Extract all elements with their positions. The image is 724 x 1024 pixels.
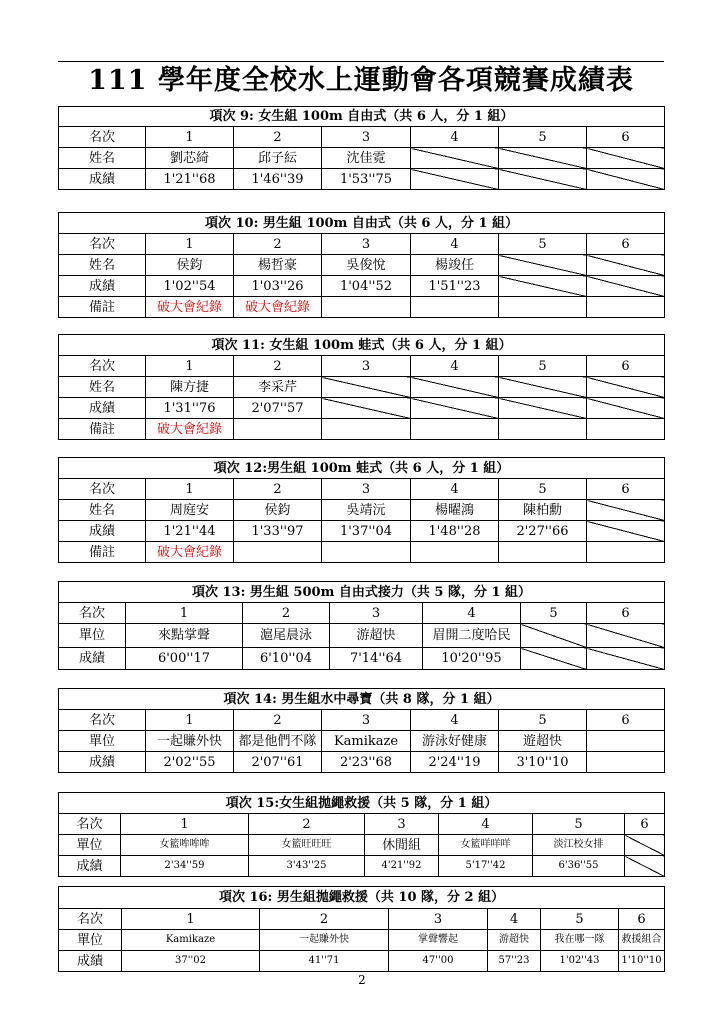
table-cell: 掌聲響起 xyxy=(389,930,488,951)
table-cell: 7'14''64 xyxy=(330,648,423,670)
table-cell: 6 xyxy=(587,234,665,255)
table-cell: 3 xyxy=(365,814,439,835)
event-header: 項次 10: 男生組 100m 自由式（共 6 人，分 1 組） xyxy=(59,213,665,234)
row-label: 成績 xyxy=(59,169,146,190)
empty-cell xyxy=(587,169,665,190)
empty-cell xyxy=(499,276,587,297)
table-cell: 2'07''61 xyxy=(234,752,322,773)
table-row xyxy=(59,148,665,169)
table-cell: 女籃哞哞哞 xyxy=(121,835,249,856)
table-row xyxy=(59,356,665,377)
row-label: 成績 xyxy=(59,276,146,297)
empty-cell xyxy=(587,648,665,670)
empty-cell xyxy=(499,169,587,190)
table-row xyxy=(59,930,665,951)
empty-cell xyxy=(587,276,665,297)
table-cell: 2 xyxy=(234,710,322,731)
table-cell: 一起賺外快 xyxy=(260,930,389,951)
table-row xyxy=(59,710,665,731)
table-cell: 1 xyxy=(121,814,249,835)
table-cell: 6 xyxy=(619,909,665,930)
table-cell: 3 xyxy=(330,603,423,624)
table-cell: 4 xyxy=(411,127,499,148)
table-cell xyxy=(322,419,411,440)
event-table-6 xyxy=(58,688,664,773)
table-cell: 1'02''43 xyxy=(541,951,619,972)
table-row xyxy=(59,752,665,773)
table-cell: 2'02''55 xyxy=(146,752,234,773)
row-label: 姓名 xyxy=(59,255,146,276)
table-row xyxy=(59,276,665,297)
table-cell: 2 xyxy=(234,479,322,500)
empty-cell xyxy=(587,148,665,169)
table-cell: 1'10''10 xyxy=(619,951,665,972)
row-label: 備註 xyxy=(59,542,146,563)
row-label: 名次 xyxy=(59,127,146,148)
results-table xyxy=(58,886,665,972)
event-table-8 xyxy=(58,886,664,972)
table-cell: 3 xyxy=(322,710,411,731)
table-cell: 破大會紀錄 xyxy=(234,297,322,318)
event-table-1 xyxy=(58,106,664,190)
empty-cell xyxy=(587,624,665,648)
table-row xyxy=(59,909,665,930)
table-cell: Kamikaze xyxy=(122,930,260,951)
empty-cell xyxy=(411,169,499,190)
table-cell: 1 xyxy=(122,909,260,930)
table-cell: 37''02 xyxy=(122,951,260,972)
empty-cell xyxy=(322,377,411,398)
table-cell: 淡江校女排 xyxy=(533,835,625,856)
empty-cell xyxy=(411,398,499,419)
table-cell: 4 xyxy=(439,814,533,835)
table-cell: 女籃旺旺旺 xyxy=(249,835,365,856)
table-cell: 1 xyxy=(146,710,234,731)
table-cell: 5 xyxy=(499,127,587,148)
table-cell xyxy=(587,297,665,318)
table-cell: 破大會紀錄 xyxy=(146,297,234,318)
table-cell: 3 xyxy=(389,909,488,930)
table-cell: 一起賺外快 xyxy=(146,731,234,752)
event-header: 項次 13: 男生組 500m 自由式接力（共 5 隊，分 1 組） xyxy=(59,582,665,603)
table-cell: 10'20''95 xyxy=(423,648,521,670)
table-cell: 4 xyxy=(411,710,499,731)
results-table xyxy=(58,334,665,440)
empty-cell xyxy=(625,856,665,877)
table-cell xyxy=(499,419,587,440)
empty-cell xyxy=(587,500,665,521)
row-label: 成績 xyxy=(59,752,146,773)
table-cell: 1'02''54 xyxy=(146,276,234,297)
table-cell: 1'21''68 xyxy=(146,169,234,190)
table-cell xyxy=(322,297,411,318)
table-cell: 2 xyxy=(234,356,322,377)
results-table xyxy=(58,688,665,773)
table-cell: 1'51''23 xyxy=(411,276,499,297)
table-cell: 41''71 xyxy=(260,951,389,972)
table-cell: 1 xyxy=(146,356,234,377)
table-cell xyxy=(234,542,322,563)
table-cell: 滬尾晨泳 xyxy=(243,624,330,648)
table-cell: 楊哲豪 xyxy=(234,255,322,276)
row-label: 成績 xyxy=(59,521,146,542)
table-row xyxy=(59,648,665,670)
table-cell: 李采芹 xyxy=(234,377,322,398)
table-row xyxy=(59,127,665,148)
table-cell: 3'10''10 xyxy=(499,752,587,773)
event-header: 項次 16: 男生組拋繩救援（共 10 隊，分 2 組） xyxy=(59,887,665,909)
table-cell: 2'23''68 xyxy=(322,752,411,773)
page-number: 2 xyxy=(358,973,366,987)
table-cell: 4 xyxy=(423,603,521,624)
row-label: 名次 xyxy=(59,356,146,377)
table-cell: 1'53''75 xyxy=(322,169,411,190)
table-cell: 3 xyxy=(322,356,411,377)
table-cell: 游超快 xyxy=(330,624,423,648)
table-row xyxy=(59,169,665,190)
table-cell: 楊竣任 xyxy=(411,255,499,276)
table-cell: 6'10''04 xyxy=(243,648,330,670)
table-cell: 5 xyxy=(521,603,587,624)
empty-cell xyxy=(625,835,665,856)
table-cell: 我在哪一隊 xyxy=(541,930,619,951)
table-cell: 5 xyxy=(499,356,587,377)
event-header: 項次 9: 女生組 100m 自由式（共 6 人，分 1 組） xyxy=(59,107,665,127)
empty-cell xyxy=(587,398,665,419)
table-row xyxy=(59,255,665,276)
table-cell: 4 xyxy=(411,479,499,500)
table-cell: 1 xyxy=(126,603,243,624)
table-cell: 侯鈞 xyxy=(234,500,322,521)
table-cell: 4 xyxy=(488,909,541,930)
row-label: 成績 xyxy=(59,398,146,419)
table-row xyxy=(59,377,665,398)
empty-cell xyxy=(499,377,587,398)
table-cell: 陳柏勳 xyxy=(499,500,587,521)
row-label: 姓名 xyxy=(59,377,146,398)
table-row xyxy=(59,234,665,255)
row-label: 名次 xyxy=(59,234,146,255)
table-cell: 2'34''59 xyxy=(121,856,249,877)
table-row xyxy=(59,835,665,856)
table-cell xyxy=(322,542,411,563)
table-cell: 3 xyxy=(322,479,411,500)
table-cell: 5 xyxy=(499,479,587,500)
table-cell xyxy=(587,419,665,440)
table-row xyxy=(59,521,665,542)
table-cell: 吳靖沅 xyxy=(322,500,411,521)
table-cell: 救援組合 xyxy=(619,930,665,951)
table-row xyxy=(59,419,665,440)
empty-cell xyxy=(521,648,587,670)
table-cell: 遊超快 xyxy=(499,731,587,752)
table-cell xyxy=(411,419,499,440)
table-cell: 吳俊悅 xyxy=(322,255,411,276)
table-cell: 4 xyxy=(411,356,499,377)
results-table xyxy=(58,457,665,563)
table-cell: 6'36''55 xyxy=(533,856,625,877)
table-cell: 1'21''44 xyxy=(146,521,234,542)
row-label: 成績 xyxy=(59,951,122,972)
table-row xyxy=(59,297,665,318)
row-label: 姓名 xyxy=(59,148,146,169)
empty-cell xyxy=(411,148,499,169)
row-label: 名次 xyxy=(59,710,146,731)
table-row xyxy=(59,542,665,563)
table-cell: Kamikaze xyxy=(322,731,411,752)
event-header: 項次 11: 女生組 100m 蛙式（共 6 人，分 1 組） xyxy=(59,335,665,356)
table-cell: 6 xyxy=(587,356,665,377)
table-row xyxy=(59,479,665,500)
table-cell: 游超快 xyxy=(488,930,541,951)
table-cell: 2 xyxy=(260,909,389,930)
results-table xyxy=(58,212,665,318)
table-cell: 3 xyxy=(322,127,411,148)
page-title: 111 學年度全校水上運動會各項競賽成績表 xyxy=(88,65,634,96)
row-label: 成績 xyxy=(59,648,126,670)
table-cell xyxy=(499,297,587,318)
row-label: 名次 xyxy=(59,603,126,624)
table-cell xyxy=(411,297,499,318)
row-label: 單位 xyxy=(59,731,146,752)
table-cell: 2 xyxy=(234,234,322,255)
table-cell: 周庭安 xyxy=(146,500,234,521)
table-cell: 2 xyxy=(249,814,365,835)
empty-cell xyxy=(322,398,411,419)
event-table-5 xyxy=(58,581,664,670)
table-cell: 6'00''17 xyxy=(126,648,243,670)
row-label: 名次 xyxy=(59,479,146,500)
table-cell: 1'31''76 xyxy=(146,398,234,419)
row-label: 單位 xyxy=(59,835,121,856)
empty-cell xyxy=(587,377,665,398)
table-row xyxy=(59,398,665,419)
table-cell: 1'48''28 xyxy=(411,521,499,542)
table-cell: 劉芯綺 xyxy=(146,148,234,169)
table-cell: 6 xyxy=(587,479,665,500)
table-cell: 來點掌聲 xyxy=(126,624,243,648)
table-cell: 5'17''42 xyxy=(439,856,533,877)
row-label: 單位 xyxy=(59,930,122,951)
table-cell: 5 xyxy=(499,234,587,255)
table-cell: 5 xyxy=(541,909,619,930)
table-cell: 1 xyxy=(146,127,234,148)
table-cell: 47''00 xyxy=(389,951,488,972)
table-cell xyxy=(587,752,665,773)
empty-cell xyxy=(499,255,587,276)
table-row xyxy=(59,500,665,521)
table-cell xyxy=(587,731,665,752)
table-cell: 楊曜鴻 xyxy=(411,500,499,521)
table-row xyxy=(59,951,665,972)
header-rule xyxy=(58,61,664,62)
table-cell: 邱子紜 xyxy=(234,148,322,169)
event-table-2 xyxy=(58,212,664,318)
table-cell: 6 xyxy=(625,814,665,835)
table-cell: 4 xyxy=(411,234,499,255)
table-cell: 1 xyxy=(146,234,234,255)
empty-cell xyxy=(411,377,499,398)
results-table xyxy=(58,792,665,877)
table-cell: 侯鈞 xyxy=(146,255,234,276)
table-cell: 2'07''57 xyxy=(234,398,322,419)
table-cell: 2 xyxy=(243,603,330,624)
table-cell xyxy=(411,542,499,563)
event-header: 項次 12:男生組 100m 蛙式（共 6 人，分 1 組） xyxy=(59,458,665,479)
table-cell: 3 xyxy=(322,234,411,255)
table-row xyxy=(59,731,665,752)
row-label: 名次 xyxy=(59,909,122,930)
empty-cell xyxy=(499,148,587,169)
table-cell: 休閒組 xyxy=(365,835,439,856)
table-cell: 破大會紀錄 xyxy=(146,542,234,563)
row-label: 備註 xyxy=(59,419,146,440)
table-cell: 3'43''25 xyxy=(249,856,365,877)
empty-cell xyxy=(587,255,665,276)
table-cell: 6 xyxy=(587,127,665,148)
table-cell: 1'37''04 xyxy=(322,521,411,542)
table-cell: 2'27''66 xyxy=(499,521,587,542)
results-table xyxy=(58,581,665,670)
table-cell: 6 xyxy=(587,710,665,731)
event-header: 項次 14: 男生組水中尋寶（共 8 隊，分 1 組） xyxy=(59,689,665,710)
row-label: 單位 xyxy=(59,624,126,648)
results-table xyxy=(58,106,665,190)
row-label: 姓名 xyxy=(59,500,146,521)
empty-cell xyxy=(521,624,587,648)
table-cell: 1'46''39 xyxy=(234,169,322,190)
table-cell: 女籃咩咩咩 xyxy=(439,835,533,856)
empty-cell xyxy=(499,398,587,419)
event-header: 項次 15:女生組拋繩救援（共 5 隊，分 1 組） xyxy=(59,793,665,814)
table-cell xyxy=(587,542,665,563)
table-cell: 眉開二度哈民 xyxy=(423,624,521,648)
table-row xyxy=(59,856,665,877)
table-cell xyxy=(234,419,322,440)
table-cell: 都是他們不隊 xyxy=(234,731,322,752)
row-label: 名次 xyxy=(59,814,121,835)
table-cell: 破大會紀錄 xyxy=(146,419,234,440)
event-table-3 xyxy=(58,334,664,440)
table-cell: 1'03''26 xyxy=(234,276,322,297)
table-cell: 1'33''97 xyxy=(234,521,322,542)
table-cell: 5 xyxy=(533,814,625,835)
table-cell: 沈佳霓 xyxy=(322,148,411,169)
table-cell: 4'21''92 xyxy=(365,856,439,877)
table-cell xyxy=(499,542,587,563)
table-row xyxy=(59,603,665,624)
table-cell: 1'04''52 xyxy=(322,276,411,297)
row-label: 備註 xyxy=(59,297,146,318)
table-cell: 5 xyxy=(499,710,587,731)
event-table-4 xyxy=(58,457,664,563)
table-cell: 游泳好健康 xyxy=(411,731,499,752)
table-cell: 6 xyxy=(587,603,665,624)
table-cell: 2'24''19 xyxy=(411,752,499,773)
empty-cell xyxy=(587,521,665,542)
table-row xyxy=(59,624,665,648)
table-cell: 2 xyxy=(234,127,322,148)
event-table-7 xyxy=(58,792,664,877)
table-row xyxy=(59,814,665,835)
table-cell: 57''23 xyxy=(488,951,541,972)
row-label: 成績 xyxy=(59,856,121,877)
table-cell: 陳方捷 xyxy=(146,377,234,398)
table-cell: 1 xyxy=(146,479,234,500)
